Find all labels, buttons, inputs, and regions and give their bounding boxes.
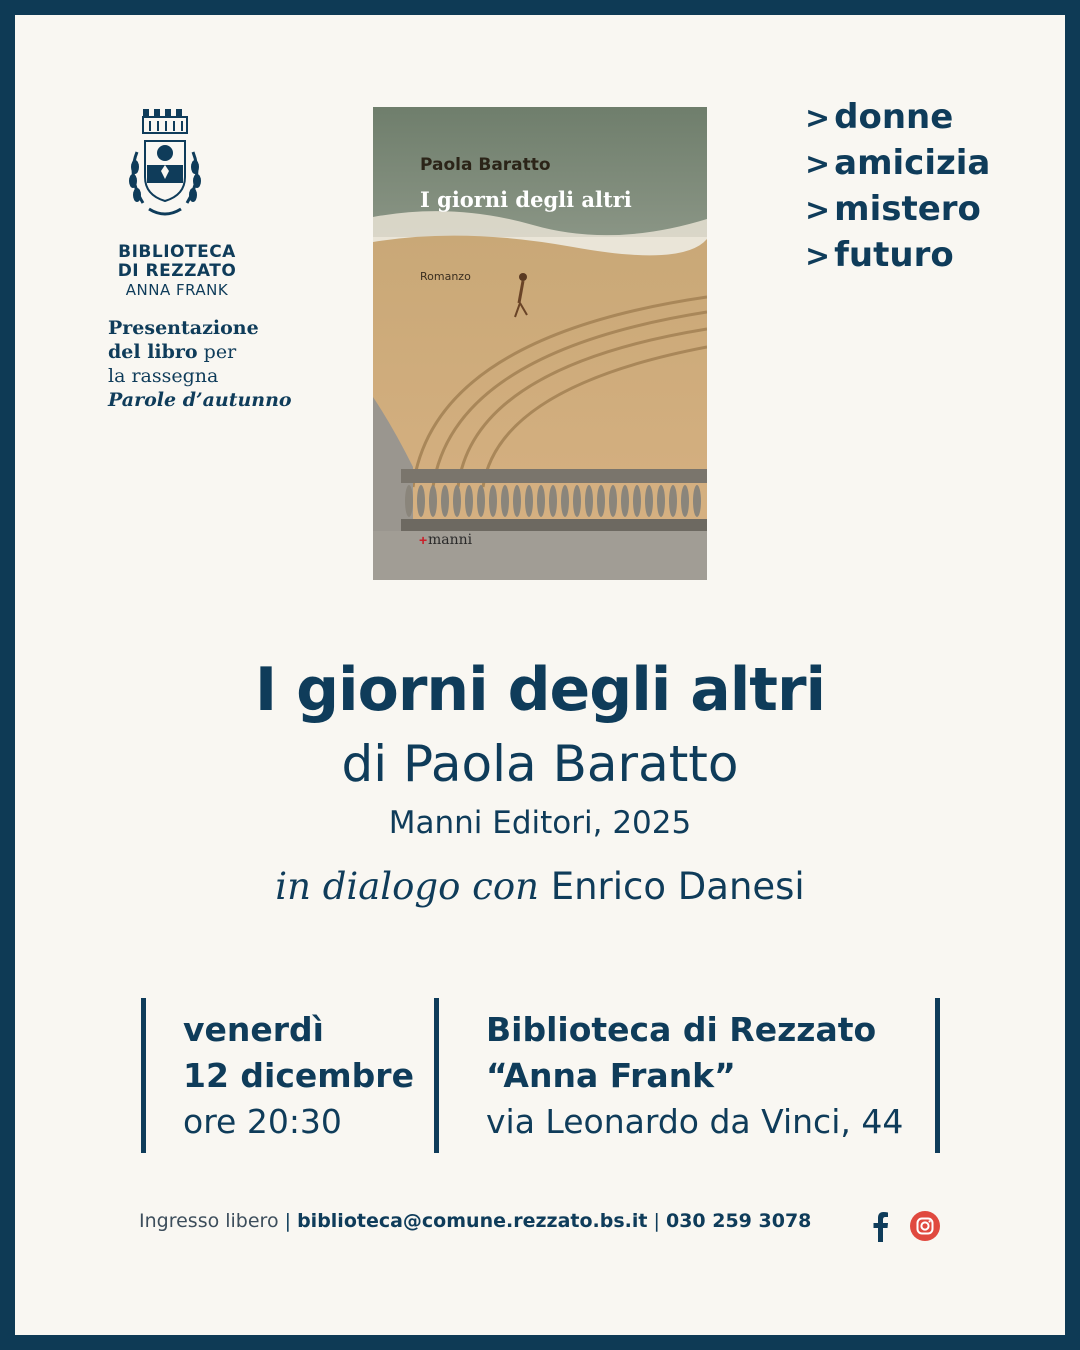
tag-futuro [805, 233, 990, 279]
baluster [465, 485, 473, 517]
library-name [107, 243, 247, 300]
dialog-name: Enrico Danesi [550, 865, 805, 908]
book-cover-genre: Romanzo [420, 270, 471, 283]
tag-label: amicizia [834, 143, 991, 183]
intro-series: Parole d’autunno [108, 389, 292, 411]
crest-icon [123, 107, 207, 222]
book-cover-title: I giorni degli altri [420, 187, 632, 212]
intro-plain-1: per [203, 341, 237, 363]
baluster [561, 485, 569, 517]
logo-line-3: ANNA FRANK [125, 281, 229, 299]
baluster [645, 485, 653, 517]
baluster [441, 485, 449, 517]
footer-contacts [139, 1210, 811, 1232]
instagram-icon[interactable] [909, 1210, 941, 1242]
logo-line-1: BIBLIOTECA [118, 242, 236, 262]
baluster [693, 485, 701, 517]
divider-middle [434, 998, 439, 1153]
baluster [681, 485, 689, 517]
intro-text [108, 316, 308, 412]
baluster [537, 485, 545, 517]
event-time: ore 20:30 [183, 1102, 342, 1141]
tag-label: futuro [834, 235, 954, 275]
facebook-icon[interactable] [870, 1210, 890, 1242]
event-date: 12 dicembre [183, 1056, 414, 1095]
venue-name-2: “Anna Frank” [486, 1056, 736, 1095]
baluster [597, 485, 605, 517]
tag-arrow: > [805, 147, 831, 182]
baluster [453, 485, 461, 517]
baluster [669, 485, 677, 517]
theme-tags [805, 95, 990, 279]
venue-name-1: Biblioteca di Rezzato [486, 1010, 877, 1049]
tag-arrow: > [805, 193, 831, 228]
baluster [633, 485, 641, 517]
book-cover-author: Paola Baratto [420, 155, 551, 175]
baluster [405, 485, 413, 517]
divider-left [141, 998, 146, 1153]
poster [15, 15, 1065, 1335]
event-where [486, 1007, 903, 1145]
book-cover-publisher: manni [428, 532, 473, 548]
intro-plain-2: la rassegna [108, 365, 219, 387]
footer-phone[interactable]: 030 259 3078 [665, 1210, 812, 1232]
event-author: di Paola Baratto [341, 735, 739, 793]
tag-mistero [805, 187, 990, 233]
event-dialog [15, 865, 1065, 908]
baluster [573, 485, 581, 517]
footer-email[interactable]: biblioteca@comune.rezzato.bs.it [297, 1210, 648, 1232]
venue-address: via Leonardo da Vinci, 44 [486, 1102, 904, 1141]
event-when [183, 1007, 414, 1145]
tag-label: mistero [834, 189, 981, 229]
publisher-mark-icon: + [419, 532, 428, 548]
logo-line-2: DI REZZATO [117, 261, 237, 281]
tag-amicizia [805, 141, 990, 187]
baluster [477, 485, 485, 517]
event-title: I giorni degli altri [254, 655, 826, 725]
baluster [489, 485, 497, 517]
baluster [609, 485, 617, 517]
tag-donne [805, 95, 990, 141]
dialog-prefix: in dialogo con [275, 865, 539, 908]
baluster [585, 485, 593, 517]
book-cover [373, 107, 707, 580]
footer-entry: Ingresso libero [139, 1210, 279, 1232]
baluster [621, 485, 629, 517]
baluster [549, 485, 557, 517]
baluster [513, 485, 521, 517]
divider-right [935, 998, 940, 1153]
footer-separator: | [653, 1210, 660, 1232]
tag-label: donne [834, 97, 954, 137]
baluster [429, 485, 437, 517]
intro-bold-1: Presentazione [108, 317, 259, 339]
baluster [657, 485, 665, 517]
tag-arrow: > [805, 101, 831, 136]
baluster [525, 485, 533, 517]
tag-arrow: > [805, 239, 831, 274]
footer-separator: | [284, 1210, 292, 1232]
event-publisher: Manni Editori, 2025 [388, 805, 692, 841]
event-day: venerdì [183, 1010, 324, 1049]
baluster [501, 485, 509, 517]
intro-bold-2: del libro [108, 341, 198, 363]
book-cover-illustration [373, 107, 707, 580]
baluster [417, 485, 425, 517]
